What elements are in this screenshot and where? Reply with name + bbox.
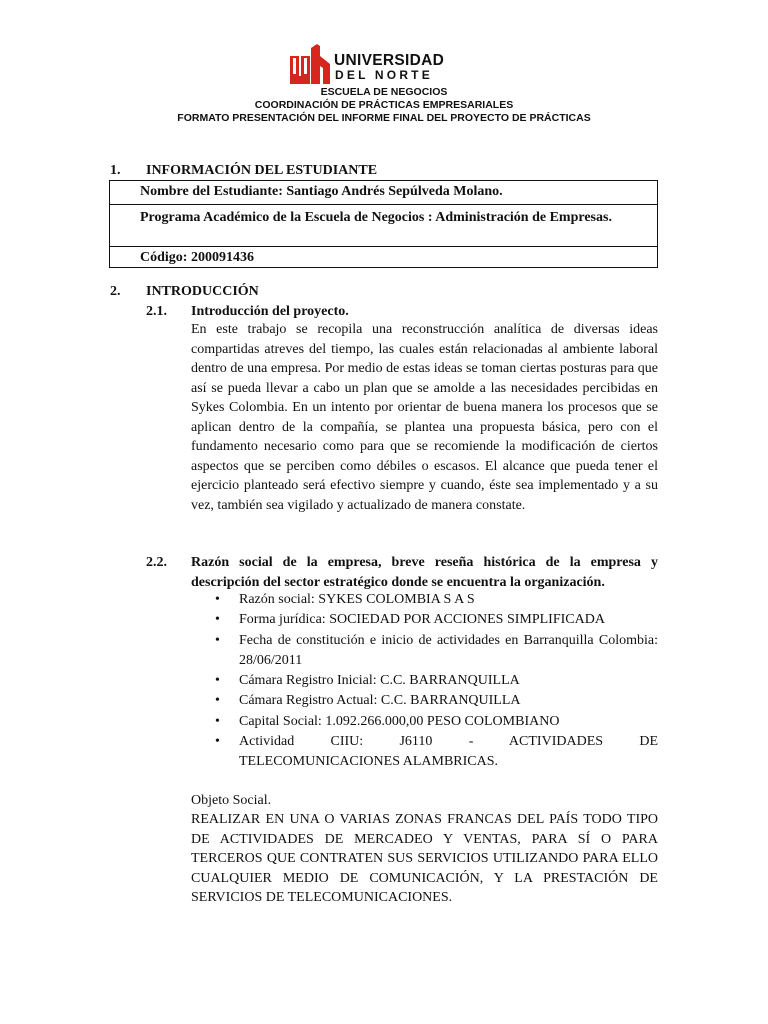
list-item — [191, 610, 658, 630]
bullet-icon: • — [215, 734, 220, 750]
list-item-text: Actividad CIIU: J6110 - ACTIVIDADES DE TELECOMUNICACIONES ALAMBRICAS. — [239, 734, 658, 770]
subsection-2-2-title — [191, 553, 658, 592]
un-logo-mark-icon — [290, 44, 330, 84]
list-item-text: Fecha de constitución e inicio de actividades en Barranquilla Colombia: 28/06/2011 — [239, 632, 658, 668]
list-item-text: Cámara Registro Inicial: C.C. BARRANQUILLA — [239, 673, 520, 689]
bullet-icon: • — [215, 612, 220, 628]
subsection-2-1-heading — [146, 302, 349, 321]
table-row — [110, 181, 658, 205]
student-name-cell: Nombre del Estudiante: Santiago Andrés Sepúlveda Molano. — [110, 181, 658, 205]
list-item — [191, 732, 658, 773]
objeto-social-text: REALIZAR EN UNA O VARIAS ZONAS FRANCAS DEL PAÍS TODO TIPO DE ACTIVIDADES DE MERCADEO Y VENTAS, PARA SÍ O PARA TERCEROS QUE CONTRATEN SUS SERVICIOS UTILIZANDO PARA ELLO CUALQUIER MEDIO DE COMUNICACIÓN, Y LA PRESTACIÓN DE SERVICIOS DE TELECOMUNICACIONES. — [191, 812, 658, 905]
list-item-text: Capital Social: 1.092.266.000,00 PESO COLOMBIANO — [239, 713, 560, 729]
code-cell: Código: 200091436 — [110, 247, 658, 268]
university-logo — [290, 44, 470, 86]
coordination-name: COORDINACIÓN DE PRÁCTICAS EMPRESARIALES — [254, 99, 514, 111]
section-2-heading — [110, 283, 259, 301]
list-item-text: Forma jurídica: SOCIEDAD POR ACCIONES SIMPLIFICADA — [239, 612, 605, 628]
program-cell: Programa Académico de la Escuela de Negocios : Administración de Empresas. — [110, 205, 658, 247]
table-row — [110, 247, 658, 268]
subsection-2-2-title-line1: Razón social de la empresa, breve reseña histórica de la empresa y — [191, 555, 658, 570]
section-1-number: 1. — [110, 163, 121, 178]
section-1-title: INFORMACIÓN DEL ESTUDIANTE — [146, 163, 378, 178]
list-item — [191, 631, 658, 672]
bullet-icon: • — [215, 673, 220, 689]
intro-paragraph: En este trabajo se recopila una reconstrucción analítica de diversas ideas compartidas atreves del tiempo, las cuales están relacionadas al ambiente laboral dentro de una empresa. Por medio de estas ideas se toman ciertas posturas para que así se pueda llevar a cabo un plan que se amolde a las necesidades percibidas en Sykes Colombia. En un intento por orientar de buena manera los procesos que se aplican dentro de la compañía, se plantea una propuesta básica, pero con el fundamento necesario como para que se recomiende la modificación de ciertos aspectos que se perciben como débiles o escasos. El alcance que pueda tener el ejercicio planteado será efectivo siempre y cuando, éste sea implementado y a su vez, también sea vigilado y actualizado de manera constate. — [191, 322, 658, 513]
list-item — [191, 712, 658, 732]
table-row — [110, 205, 658, 247]
logo-line1: UNIVERSIDAD — [334, 52, 445, 69]
subsection-2-2-number-wrap — [146, 553, 191, 572]
logo-line2: DEL NORTE — [335, 68, 433, 82]
section-2-title: INTRODUCCIÓN — [146, 284, 259, 299]
list-item — [191, 691, 658, 711]
list-item-text: Cámara Registro Actual: C.C. BARRANQUILLA — [239, 693, 521, 709]
section-1-heading — [110, 162, 377, 180]
subsection-2-1-number: 2.1. — [146, 304, 167, 319]
list-item — [191, 590, 658, 610]
bullet-icon: • — [215, 592, 220, 607]
subsection-2-1-title: Introducción del proyecto. — [191, 304, 349, 319]
subsection-2-2-number: 2.2. — [146, 555, 167, 570]
subsection-2-2-title-line2: descripción del sector estratégico donde se encuentra la organización. — [191, 574, 605, 590]
school-name: ESCUELA DE NEGOCIOS — [320, 86, 448, 98]
format-title: FORMATO PRESENTACIÓN DEL INFORME FINAL DEL PROYECTO DE PRÁCTICAS — [177, 112, 591, 124]
bullet-icon: • — [215, 713, 220, 729]
list-item — [191, 671, 658, 691]
bullet-icon: • — [215, 632, 220, 648]
objeto-social-label: Objeto Social. — [191, 793, 272, 808]
bullet-icon: • — [215, 693, 220, 709]
company-facts-list — [191, 590, 658, 773]
list-item-text: Razón social: SYKES COLOMBIA S A S — [239, 592, 475, 607]
student-info-table — [109, 180, 658, 268]
section-2-number: 2. — [110, 284, 121, 299]
